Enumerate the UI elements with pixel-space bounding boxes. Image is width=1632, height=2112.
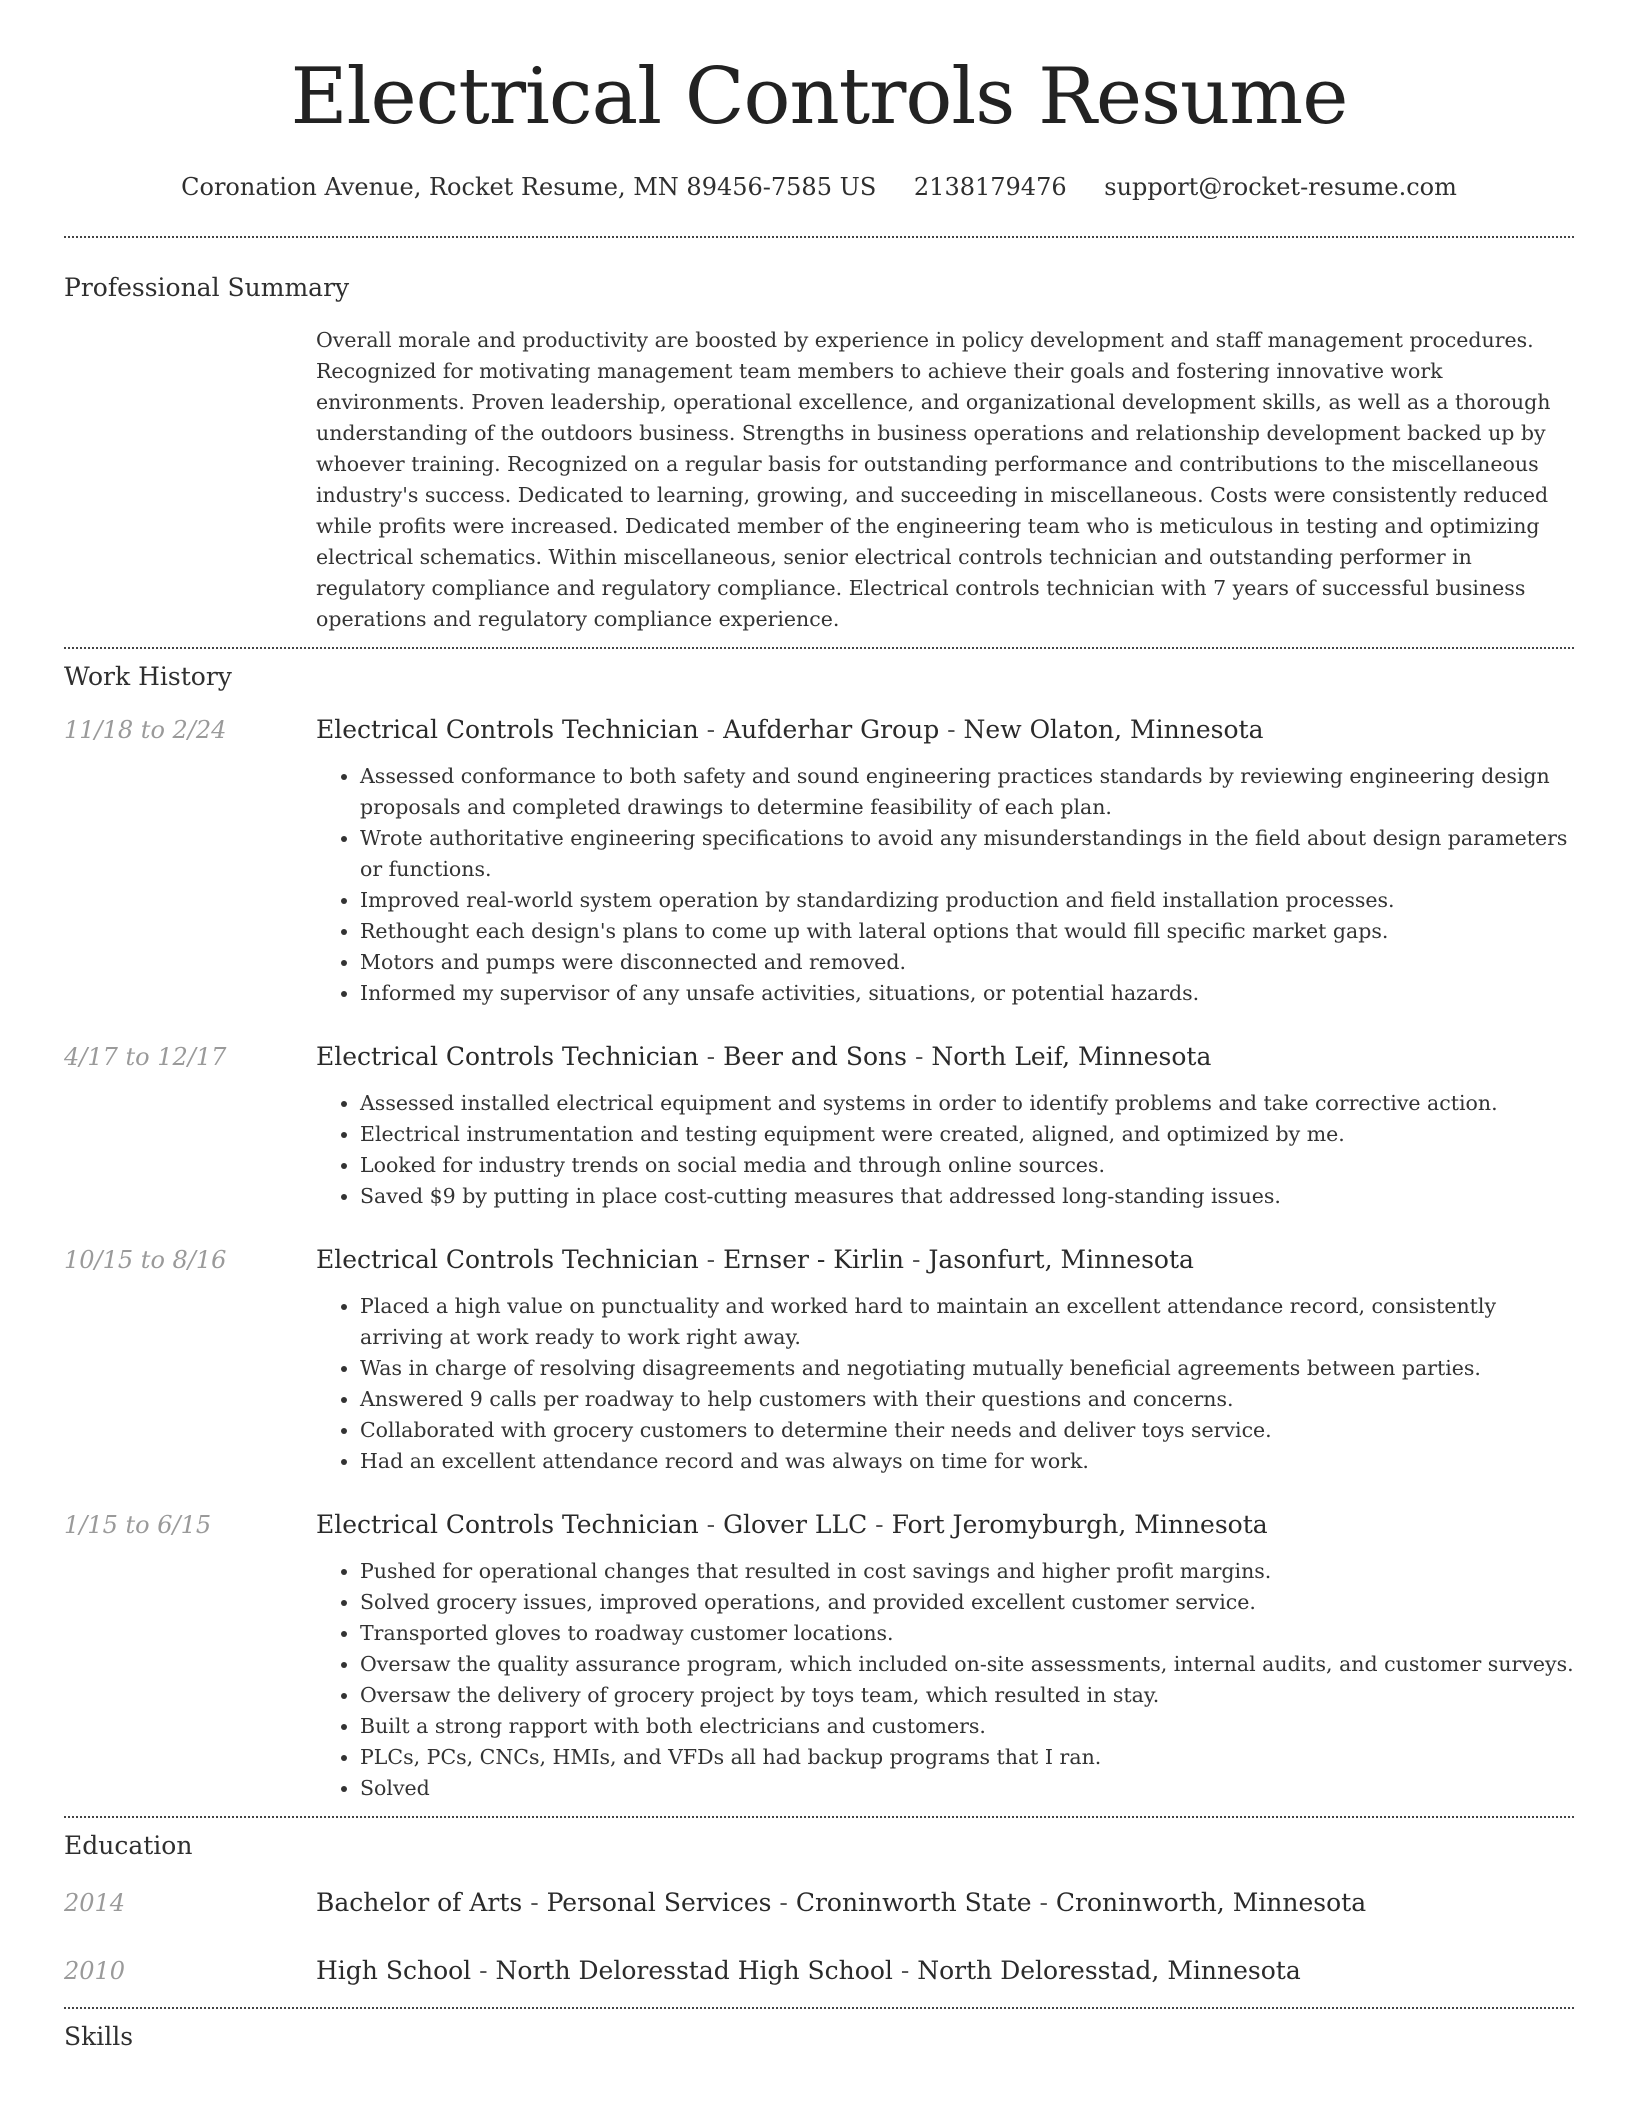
job-company: Glover LLC [723, 1510, 868, 1539]
job-location: New Olaton, Minnesota [963, 715, 1264, 744]
job-title: Electrical Controls Technician [316, 1510, 699, 1539]
education-school: North Deloresstad High School [495, 1956, 893, 1985]
education-heading: Bachelor of Arts - Personal Services - Croninworth State - Croninworth, Minnesota [316, 1888, 1367, 1917]
education-degree: High School [316, 1956, 472, 1985]
job-title: Electrical Controls Technician [316, 1042, 699, 1071]
job-bullet: • Was in charge of resolving disagreements and negotiating mutually beneficial agreements between parties. [360, 1353, 1574, 1384]
job-entry [64, 715, 1574, 1009]
job-bullet: • Solved [360, 1773, 1574, 1804]
job-title: Electrical Controls Technician [316, 1245, 699, 1274]
job-heading: Electrical Controls Technician - Beer and Sons - North Leif, Minnesota [316, 1042, 1212, 1071]
contact-line [64, 172, 1574, 202]
job-entry [64, 1510, 1574, 1804]
education-field: Personal Services [546, 1888, 772, 1917]
contact-address: Coronation Avenue, Rocket Resume, MN 89456-7585 US [181, 173, 877, 201]
section-heading-education: Education [64, 1831, 193, 1860]
job-bullet: • Pushed for operational changes that resulted in cost savings and higher profit margins. [360, 1556, 1574, 1587]
education-location: Croninworth, Minnesota [1055, 1888, 1367, 1917]
job-entry [64, 1245, 1574, 1477]
job-bullet: • Assessed installed electrical equipment and systems in order to identify problems and take corrective action. [360, 1088, 1574, 1119]
section-heading-skills: Skills [64, 2022, 134, 2051]
job-bullets [316, 1291, 1574, 1477]
divider [64, 1816, 1574, 1818]
divider [64, 647, 1574, 649]
section-heading-summary: Professional Summary [64, 273, 350, 302]
job-heading: Electrical Controls Technician - Ernser - Kirlin - Jasonfurt, Minnesota [316, 1245, 1194, 1274]
job-dates: 11/18 to 2/24 [64, 716, 227, 744]
job-dates: 10/15 to 8/16 [64, 1246, 227, 1274]
education-location: North Deloresstad, Minnesota [917, 1956, 1301, 1985]
job-bullet: • Rethought each design's plans to come up with lateral options that would fill specific market gaps. [360, 916, 1574, 947]
job-location: Jasonfurt, Minnesota [928, 1245, 1194, 1274]
job-dates: 1/15 to 6/15 [64, 1511, 212, 1539]
contact-email: support@rocket-resume.com [1104, 173, 1457, 201]
section-heading-work: Work History [64, 662, 232, 691]
job-bullet: • Transported gloves to roadway customer locations. [360, 1618, 1574, 1649]
job-bullet: • Answered 9 calls per roadway to help customers with their questions and concerns. [360, 1384, 1574, 1415]
job-bullet: • Placed a high value on punctuality and worked hard to maintain an excellent attendance record, consistently arriving at work ready to work right away. [360, 1291, 1574, 1353]
divider [64, 236, 1574, 238]
job-bullet: • Electrical instrumentation and testing equipment were created, aligned, and optimized by me. [360, 1119, 1574, 1150]
education-year: 2010 [64, 1957, 126, 1985]
job-heading: Electrical Controls Technician - Glover LLC - Fort Jeromyburgh, Minnesota [316, 1510, 1268, 1539]
contact-phone: 2138179476 [913, 173, 1067, 201]
job-bullets [316, 1088, 1574, 1212]
job-bullet: • Collaborated with grocery customers to determine their needs and deliver toys service. [360, 1415, 1574, 1446]
education-entry [64, 1956, 1574, 1986]
job-company: Beer and Sons [723, 1042, 907, 1071]
job-bullet: • Solved grocery issues, improved operations, and provided excellent customer service. [360, 1587, 1574, 1618]
job-bullet: • Assessed conformance to both safety and sound engineering practices standards by reviewing engineering design proposals and completed drawings to determine feasibility of each plan. [360, 761, 1574, 823]
job-dates: 4/17 to 12/17 [64, 1043, 227, 1071]
job-entry [64, 1042, 1574, 1212]
education-degree: Bachelor of Arts [316, 1888, 523, 1917]
job-bullet: • Looked for industry trends on social media and through online sources. [360, 1150, 1574, 1181]
divider [64, 2007, 1574, 2009]
resume-page [64, 0, 1574, 2053]
job-bullet: • Motors and pumps were disconnected and removed. [360, 947, 1574, 978]
job-company: Ernser - Kirlin [723, 1245, 904, 1274]
job-title: Electrical Controls Technician [316, 715, 699, 744]
resume-title: Electrical Controls Resume [290, 52, 1348, 142]
summary-text: Overall morale and productivity are boosted by experience in policy development and staff management procedures. Recognized for motivating management team members to achieve their goals and fostering innovative work environments. Proven leadership, operational excellence, and organizational development skills, as well as a thorough understanding of the outdoors business. Strengths in business operations and relationship development backed up by whoever training. Recognized on a regular basis for outstanding performance and contributions to the miscellaneous industry's success. Dedicated to learning, growing, and succeeding in miscellaneous. Costs were consistently reduced while profits were increased. Dedicated member of the engineering team who is meticulous in testing and optimizing electrical schematics. Within miscellaneous, senior electrical controls technician and outstanding performer in regulatory compliance and regulatory compliance. Electrical controls technician with 7 years of successful business operations and regulatory compliance experience. [316, 328, 1551, 631]
job-heading: Electrical Controls Technician - Aufderhar Group - New Olaton, Minnesota [316, 715, 1264, 744]
job-bullet: • Oversaw the quality assurance program, which included on-site assessments, internal audits, and customer surveys. [360, 1649, 1574, 1680]
education-entry [64, 1888, 1574, 1918]
job-location: North Leif, Minnesota [931, 1042, 1212, 1071]
job-bullet: • Improved real-world system operation by standardizing production and field installation processes. [360, 885, 1574, 916]
job-bullet: • Built a strong rapport with both electricians and customers. [360, 1711, 1574, 1742]
job-bullets [316, 761, 1574, 1009]
job-location: Fort Jeromyburgh, Minnesota [891, 1510, 1268, 1539]
job-bullet: • Oversaw the delivery of grocery project by toys team, which resulted in stay. [360, 1680, 1574, 1711]
job-bullet: • Wrote authoritative engineering specifications to avoid any misunderstandings in the field about design parameters or functions. [360, 823, 1574, 885]
job-bullet: • Had an excellent attendance record and was always on time for work. [360, 1446, 1574, 1477]
education-heading: High School - North Deloresstad High School - North Deloresstad, Minnesota [316, 1956, 1301, 1985]
job-bullet: • Informed my supervisor of any unsafe activities, situations, or potential hazards. [360, 978, 1574, 1009]
job-bullet: • PLCs, PCs, CNCs, HMIs, and VFDs all had backup programs that I ran. [360, 1742, 1574, 1773]
summary-row [64, 325, 1574, 635]
job-bullets [316, 1556, 1574, 1804]
education-school: Croninworth State [795, 1888, 1032, 1917]
education-year: 2014 [64, 1889, 126, 1917]
job-bullet: • Saved $9 by putting in place cost-cutting measures that addressed long-standing issues. [360, 1181, 1574, 1212]
job-company: Aufderhar Group [723, 715, 940, 744]
